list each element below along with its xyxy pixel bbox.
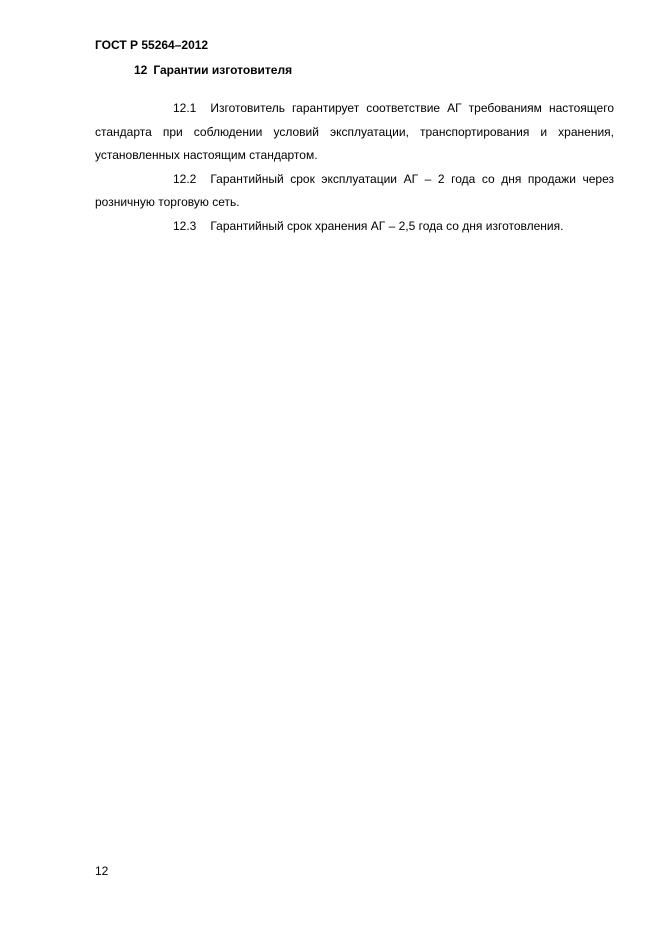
paragraph-number: 12.3: [173, 218, 197, 233]
document-code: ГОСТ Р 55264–2012: [95, 38, 209, 52]
page-number: 12: [95, 864, 109, 878]
paragraph-12-2: [95, 168, 618, 215]
paragraph-number: 12.2: [173, 171, 197, 186]
paragraph-text: Изготовитель гарантирует соответствие АГ требованиям настоящего стандарта при соблюдении условий эксплуатации, транспортирования и хранения, установленных настоящим стандартом.: [95, 101, 618, 162]
paragraph-12-3: [95, 215, 614, 239]
section-title: Гарантии изготовителя: [153, 63, 293, 77]
paragraph-text: Гарантийный срок эксплуатации АГ – 2 года со дня продажи через розничную торговую сеть.: [95, 171, 618, 209]
section-number: 12: [134, 63, 148, 77]
paragraph-text: Гарантийный срок хранения АГ – 2,5 года со дня изготовления.: [210, 218, 564, 233]
section-body: [95, 97, 618, 238]
paragraph-12-1: [95, 97, 618, 168]
paragraph-number: 12.1: [173, 101, 197, 115]
section-heading: [134, 63, 292, 77]
